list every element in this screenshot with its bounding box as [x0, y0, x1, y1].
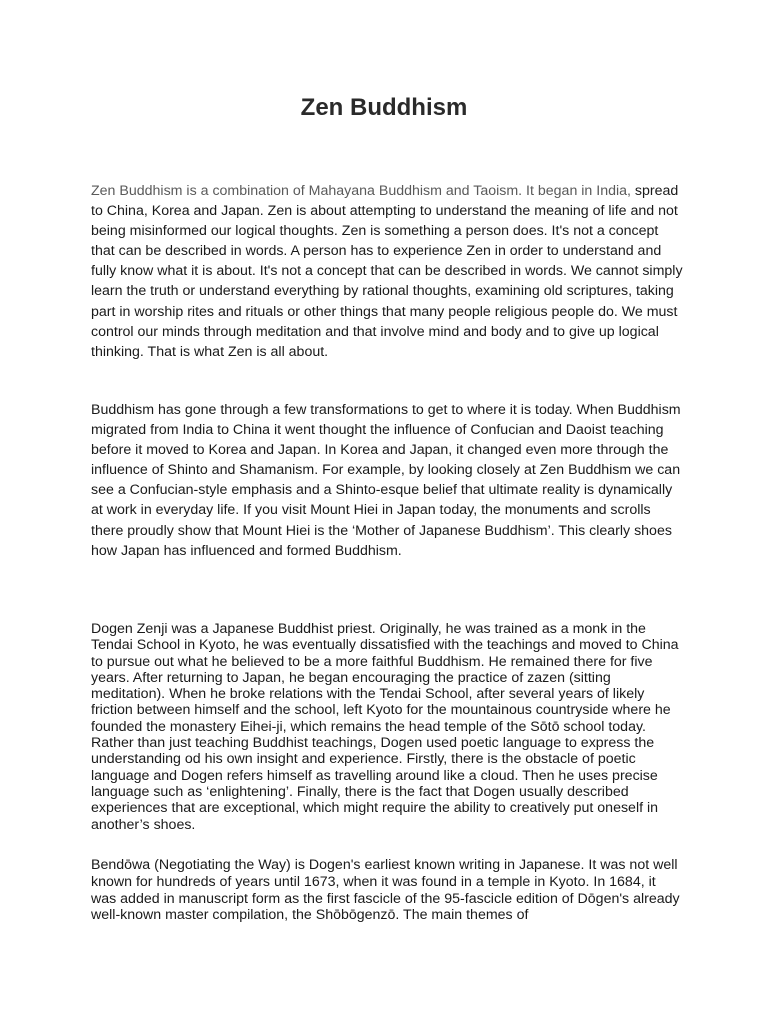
- paragraph-dogen-zenji: Dogen Zenji was a Japanese Buddhist priest. Originally, he was trained as a monk in the Tendai School in Kyoto, he was eventually dissatisfied with the teachings and moved to China to pursue out what he believed to be a more faithful Buddhism. He remained there for five years. After returning to Japan, he began encouraging the practice of zazen (sitting meditation). When he broke relations with the Tendai School, after several years of likely friction between himself and the school, left Kyoto for the mountainous countryside where he founded the monastery Eihei-ji, which remains the head temple of the Sōtō school today. Rather than just teaching Buddhist teachings, Dogen used poetic language to express the understanding od his own insight and experience. Firstly, there is the obstacle of poetic language and Dogen refers himself as travelling around like a cloud. Then he uses precise language such as ‘enlightening’. Finally, there is the fact that Dogen usually described experiences that are exceptional, which might require the ability to creatively put oneself in another’s shoes.: [91, 621, 679, 833]
- paragraph-transformations: Buddhism has gone through a few transformations to get to where it is today. When Buddhism migrated from India to China it went thought the influence of Confucian and Daoist teaching before it moved to Korea and Japan. In Korea and Japan, it changed even more through the influence of Shinto and Shamanism. For example, by looking closely at Zen Buddhism we can see a Confucian-style emphasis and a Shinto-esque belief that ultimate reality is dynamically at work in everyday life. If you visit Mount Hiei in Japan today, the monuments and scrolls there proudly show that Mount Hiei is the ‘Mother of Japanese Buddhism’. This clearly shoes how Japan has influenced and formed Buddhism.: [91, 402, 681, 559]
- paragraph-lead-sentence: Zen Buddhism is a combination of Mahayana Buddhism and Taoism. It began in India,: [91, 183, 631, 199]
- paragraph-bendowa: Bendōwa (Negotiating the Way) is Dogen's earliest known writing in Japanese. It was not well known for hundreds of years until 1673, when it was found in a temple in Kyoto. In 1684, it was added in manuscript form as the first fascicle of the 95-fascicle edition of Dōgen's already well-known master compilation, the Shōbōgenzō. The main themes of: [91, 857, 680, 924]
- paragraph-body: spread to China, Korea and Japan. Zen is about attempting to understand the meaning of life and not being misinformed our logical thoughts. Zen is something a person does. It's not a concept that can be described in words. A person has to experience Zen in order to understand and fully know what it is about. It's not a concept that can be described in words. We cannot simply learn the truth or understand everything by rational thoughts, examining old scriptures, taking part in worship rites and rituals or other things that many people religious people do. We must control our minds through meditation and that involve mind and body and to give up logical thinking. That is what Zen is all about.: [91, 183, 683, 360]
- paragraph-zen-definition: [91, 181, 683, 362]
- document-title: Zen Buddhism: [300, 94, 468, 121]
